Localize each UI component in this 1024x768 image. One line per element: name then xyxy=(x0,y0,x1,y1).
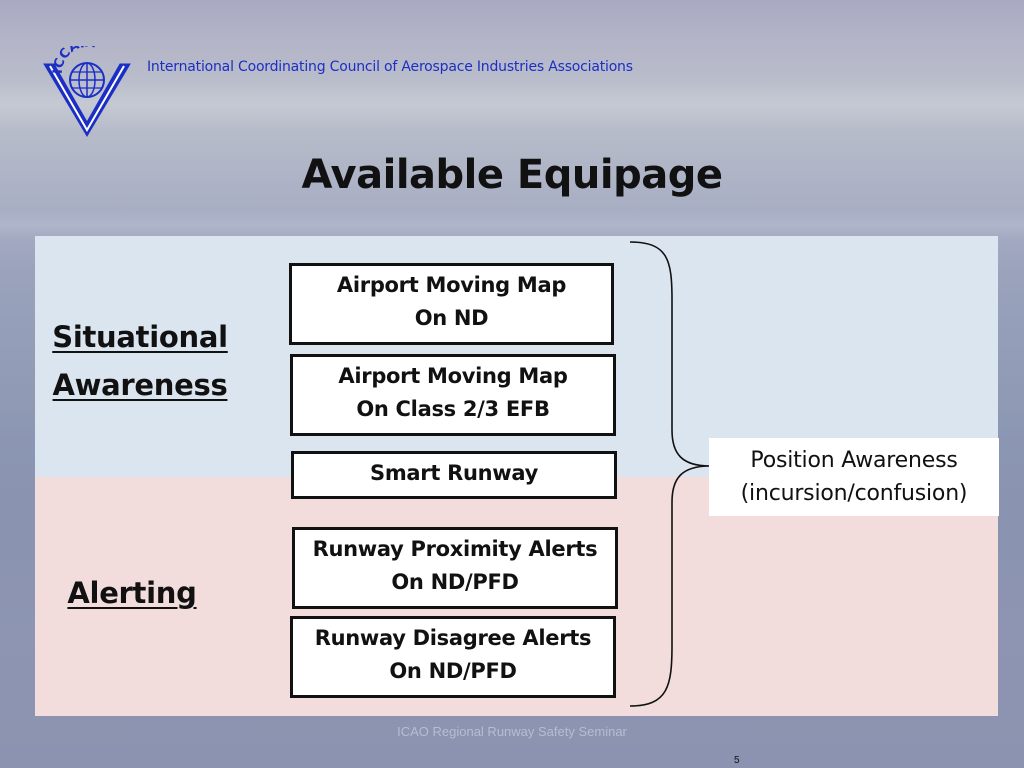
equipment-box-amm-nd xyxy=(289,263,614,345)
situational-label-line2: Awareness xyxy=(52,368,228,402)
outcome-position-awareness xyxy=(709,438,999,516)
group-label-alerting xyxy=(32,569,232,617)
page-title: Available Equipage xyxy=(301,152,723,198)
equipment-box-amm-efb xyxy=(290,354,616,436)
alerting-label: Alerting xyxy=(67,576,197,610)
iccaia-logo xyxy=(40,46,134,138)
page-number: 5 xyxy=(734,755,740,766)
outcome-line1: Position Awareness xyxy=(750,448,958,473)
group-label-situational-awareness xyxy=(40,313,240,409)
equipment-line2: On ND/PFD xyxy=(391,570,519,594)
outcome-line2: (incursion/confusion) xyxy=(740,481,968,506)
equipment-line2: On ND/PFD xyxy=(389,659,517,683)
equipment-box-runway-proximity-alerts xyxy=(292,527,618,609)
footer-text: ICAO Regional Runway Safety Seminar xyxy=(397,724,627,739)
equipment-line1: Airport Moving Map xyxy=(336,273,567,297)
equipment-line1: Runway Proximity Alerts xyxy=(312,537,598,561)
grouping-brace xyxy=(630,240,720,710)
equipment-line1: Airport Moving Map xyxy=(338,364,568,388)
equipment-box-smart-runway xyxy=(291,451,617,499)
equipment-line1: Runway Disagree Alerts xyxy=(314,626,592,650)
situational-label-line1: Situational xyxy=(52,320,228,354)
equipment-line2: On Class 2/3 EFB xyxy=(356,397,550,421)
organization-name: International Coordinating Council of Aerospace Industries Associations xyxy=(147,59,633,75)
equipment-line1: Smart Runway xyxy=(370,461,538,485)
equipment-line2: On ND xyxy=(414,306,489,330)
svg-text:ICCAIA: ICCA xyxy=(50,46,82,75)
equipment-box-runway-disagree-alerts xyxy=(290,616,616,698)
